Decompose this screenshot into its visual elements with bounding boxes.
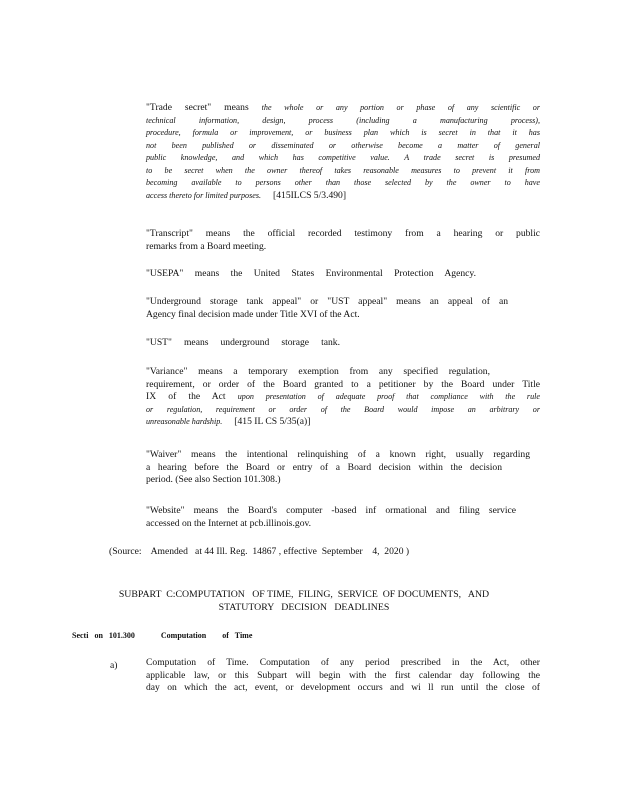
section-title: Computation of Time: [160, 631, 253, 640]
definition-line: becoming available to persons other than those selected by the owner to have: [146, 178, 540, 187]
source-note: (Source: Amended at 44 Ill. Reg. 14867 , effective September 4, 2020 ): [109, 546, 410, 557]
subpart-heading: SUBPART C:COMPUTATION OF TIME, FILING, SERVICE OF DOCUMENTS, AND STATUTORY DECISION DEADLINES: [118, 589, 490, 613]
definition-website: "Website" means the Board's computer -based inf ormational and filing service accessed on the Internet at pcb.illinois.gov.: [146, 505, 516, 529]
definition-usepa: "USEPA" means the United States Environmental Protection Agency.: [146, 268, 476, 279]
item-a-paragraph: Computation of Time. Computation of any period prescribed in the Act, other applicable law, or this Subpart will begin with the first calendar day following the day on which the act, event, or development occurs and wi ll run until the close of: [146, 657, 540, 693]
definition-line: not been published or disseminated or otherwise become a matter of general: [146, 140, 540, 150]
definition-transcript: "Transcript" means the official recorded testimony from a hearing or public remarks from a Board meeting.: [146, 228, 540, 252]
definition-variance: "Variance" means a temporary exemption from any specified regulation, requirement, or order of the Board granted to a petitioner by the Board under Title IX of the Act upon presentation of adequate proof that compliance with the rule or regulation, requirement or order of the Board would impose an arbitrary or unreasonable hardship. [415 IL CS 5/35(a)]: [146, 366, 540, 427]
definition-line: technical information, design, process (including a manufacturing process),: [146, 115, 540, 125]
definition-trade-secret: [146, 102, 540, 202]
definition-ust-appeal: "Underground storage tank appeal" or "UST appeal" means an appeal of an Agency final decision made under Title XVI of the Act.: [146, 296, 508, 320]
section-number: Secti on 101.300: [72, 631, 135, 640]
definition-line: access thereto for limited purposes. [415ILCS 5/3.490]: [146, 189, 347, 201]
definition-line: public knowledge, and which has competitive value. A trade secret is presumed: [146, 153, 540, 162]
definition-ust: "UST" means underground storage tank.: [146, 337, 340, 348]
statute-citation: [415 IL CS 5/35(a)]: [234, 416, 311, 427]
definition-waiver: "Waiver" means the intentional relinquishing of a known right, usually regarding a hearing before the Board or entry of a Board decision within the decision period. (See also Section 101.308.): [146, 449, 530, 485]
definition-line: "Trade secret" means the whole or any portion or phase of any scientific or: [146, 102, 541, 113]
section-heading: [72, 631, 252, 640]
statute-citation: [415ILCS 5/3.490]: [273, 189, 347, 201]
definition-line: to be secret when the owner thereof takes reasonable measures to prevent it from: [146, 165, 540, 175]
definition-line: procedure, formula or improvement, or business plan which is secret in that it has: [146, 128, 540, 137]
item-label: a): [110, 660, 118, 671]
